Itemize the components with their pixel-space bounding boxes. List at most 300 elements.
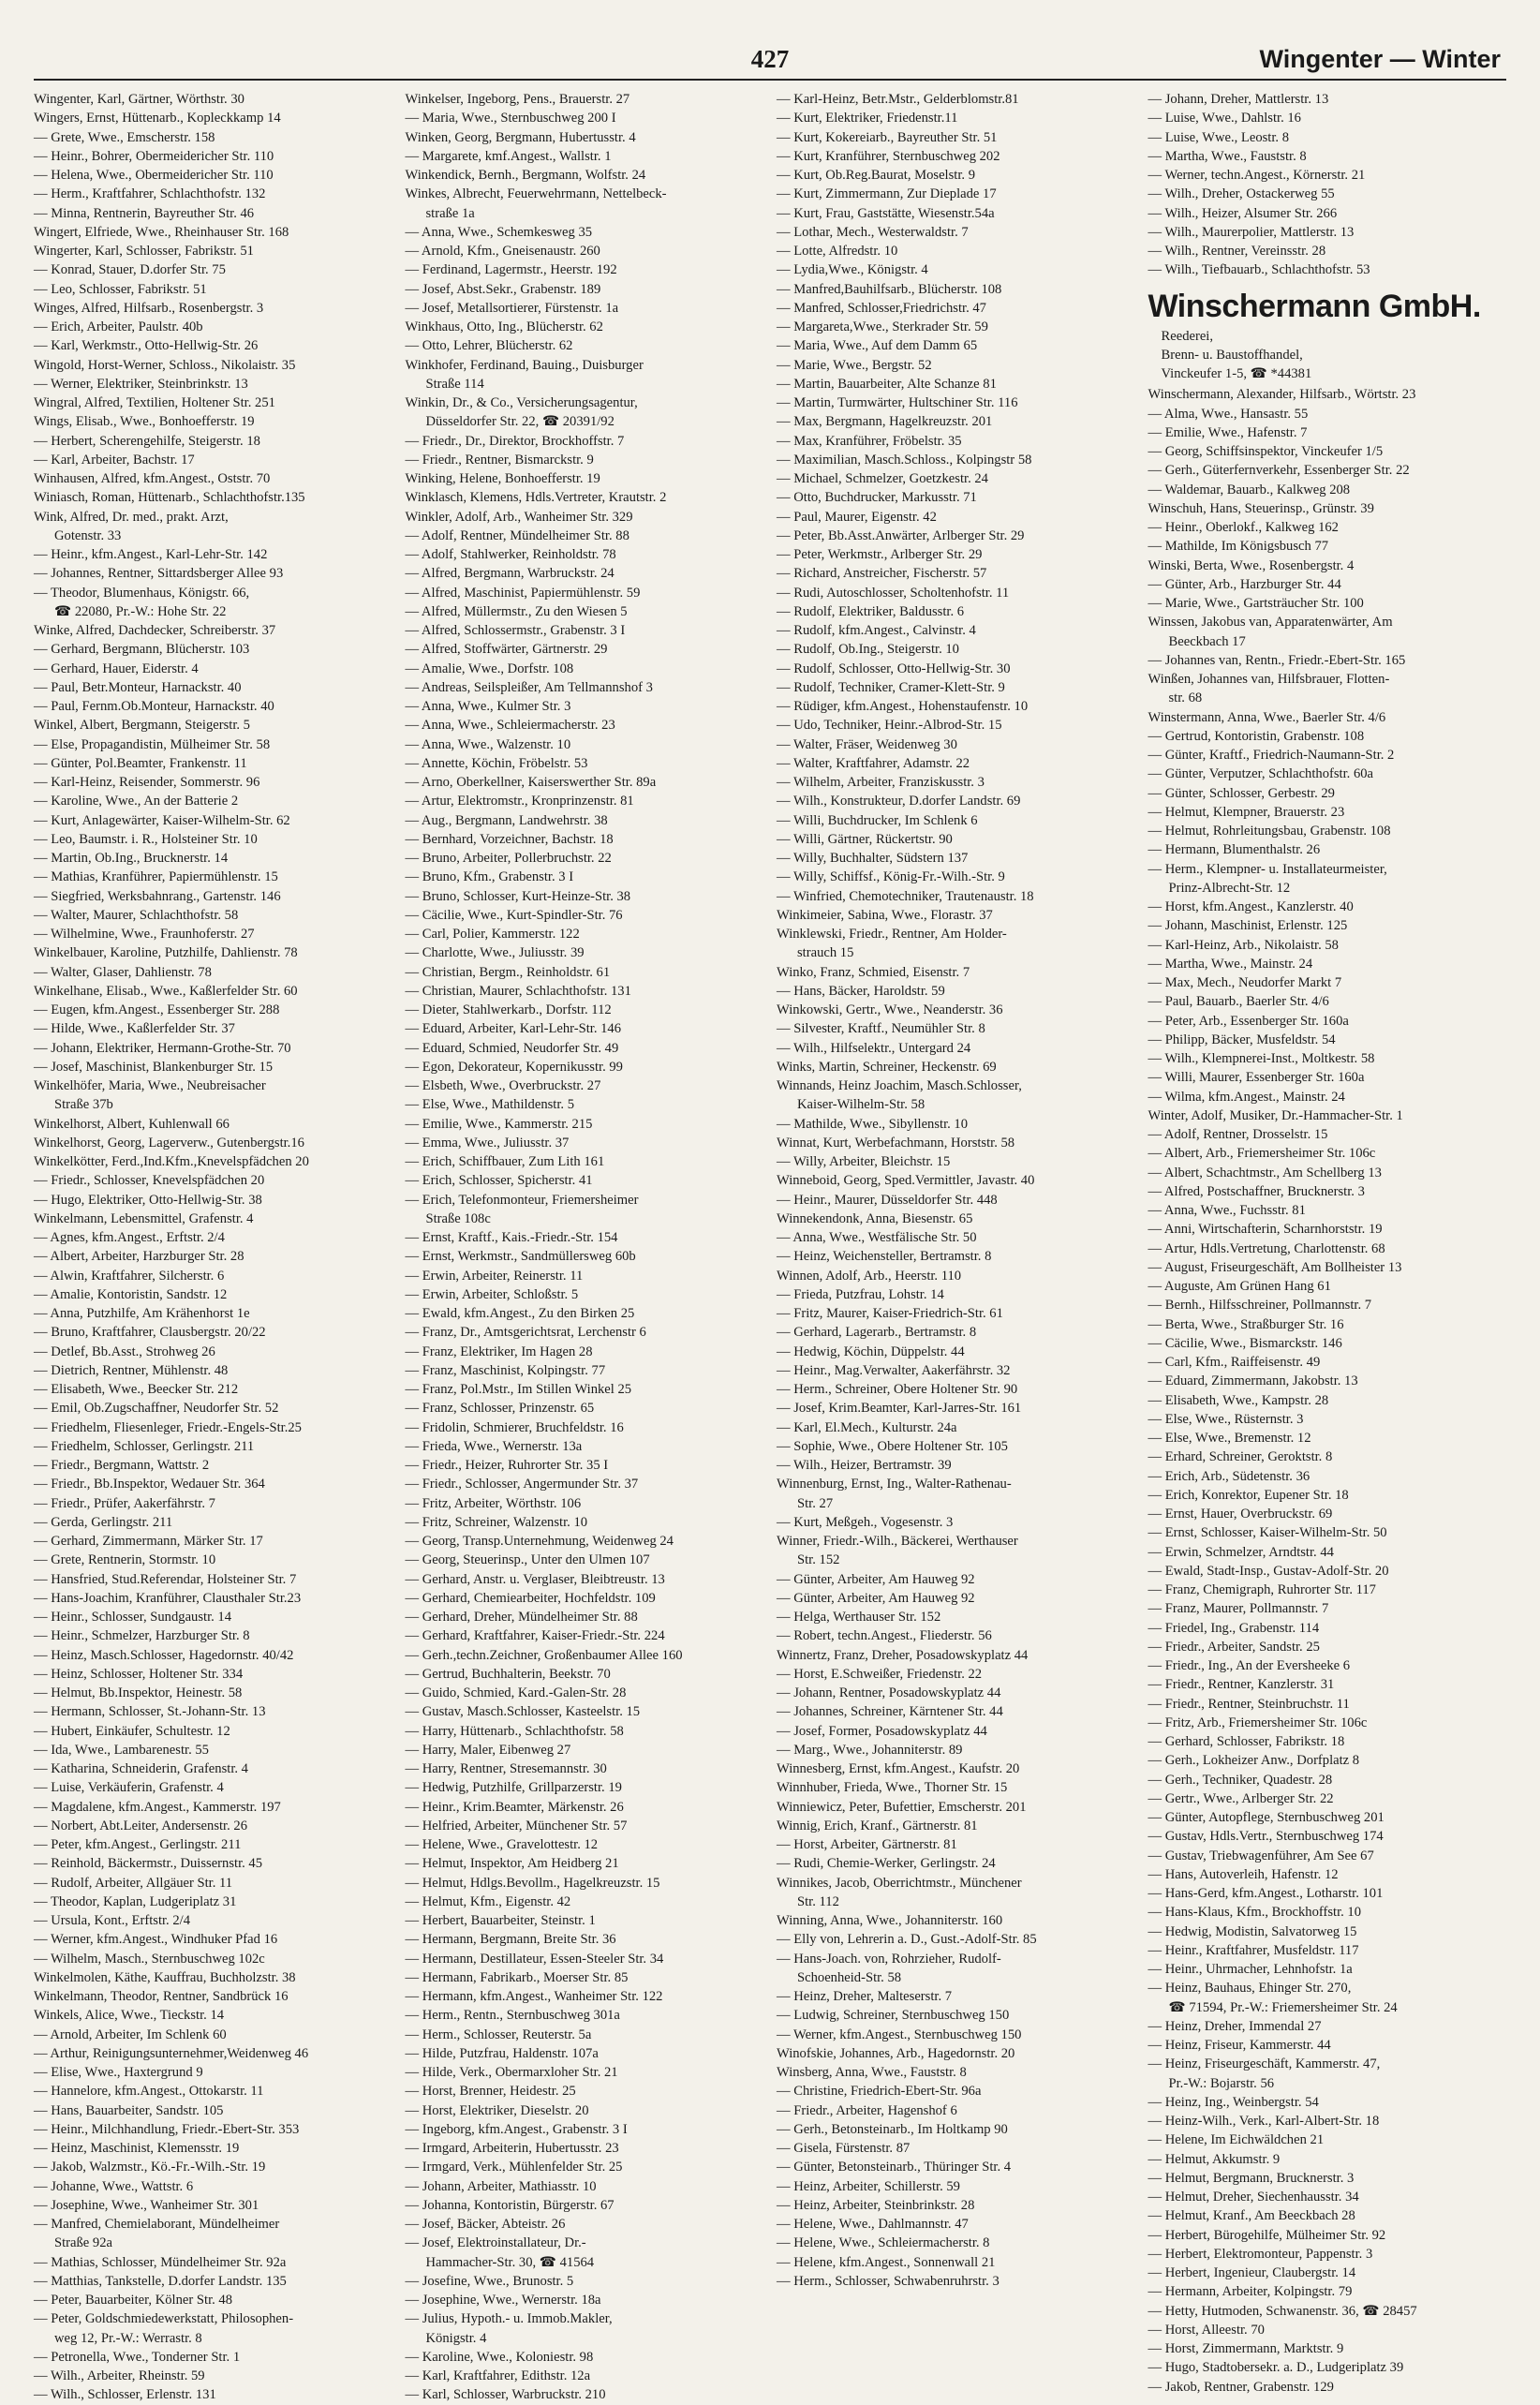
directory-entry: — Gerh., Techniker, Quadestr. 28	[1148, 1772, 1333, 1788]
directory-entry: — Manfred, Schlosser,Friedrichstr. 47	[777, 300, 986, 316]
directory-entry: — Aug., Bergmann, Landwehrstr. 38	[405, 812, 608, 828]
directory-entry: — Wilh., Konstrukteur, D.dorfer Landstr. 69	[777, 794, 1021, 809]
directory-entry: — Werner, Elektriker, Steinbrinkstr. 13	[34, 376, 248, 392]
directory-entry: — Gertr., Wwe., Arlberger Str. 22	[1148, 1790, 1334, 1806]
directory-entry: — Gerh., Güterfernverkehr, Essenberger Str. 22	[1148, 463, 1410, 479]
directory-entry: — Irmgard, Verk., Mühlenfelder Str. 25	[405, 2160, 623, 2175]
directory-entry: — Elsbeth, Wwe., Overbruckstr. 27	[405, 1078, 601, 1093]
directory-entry: — Johann, Arbeiter, Mathiasstr. 10	[405, 2178, 597, 2194]
directory-entry: — Gerh., Lokheizer Anw., Dorfplatz 8	[1148, 1753, 1360, 1769]
directory-entry: — Wilh., Arbeiter, Rheinstr. 59	[34, 2368, 205, 2383]
directory-entry: — Alfred, Postschaffner, Brucknerstr. 3	[1148, 1183, 1365, 1199]
directory-entry: — Leo, Baumstr. i. R., Holsteiner Str. 10	[34, 831, 258, 847]
directory-entry: — Charlotte, Wwe., Juliusstr. 39	[405, 945, 585, 961]
page-number: 427	[750, 45, 790, 73]
page-header	[34, 41, 1506, 81]
directory-entry: — Friedr., Bb.Inspektor, Wedauer Str. 364	[34, 1477, 265, 1492]
directory-entry: — Josef, Former, Posadowskyplatz 44	[777, 1723, 987, 1739]
directory-entry: — Minna, Rentnerin, Bayreuther Str. 46	[34, 205, 255, 221]
directory-entry: — Wilhelm, Masch., Sternbuschweg 102c	[34, 1951, 265, 1967]
directory-entry: — Anni, Wirtschafterin, Scharnhorststr. 19	[1148, 1222, 1383, 1238]
directory-entry: — Helene, Im Eichwäldchen 21	[1148, 2132, 1325, 2148]
directory-entry: — Alwin, Kraftfahrer, Silcherstr. 6	[34, 1268, 225, 1284]
directory-entry: — Horst, Arbeiter, Gärtnerstr. 81	[777, 1837, 957, 1852]
directory-entry: Winklasch, Klemens, Hdls.Vertreter, Krautstr. 2	[405, 490, 667, 506]
directory-entry: — Hilde, Putzfrau, Haldenstr. 107a	[405, 2045, 599, 2061]
directory-entry: Winklewski, Friedr., Rentner, Am Holder-	[777, 927, 1007, 942]
directory-entry: — Harry, Hüttenarb., Schlachthofstr. 58	[405, 1723, 624, 1739]
directory-entry: — Petronella, Wwe., Tonderner Str. 1	[34, 2349, 241, 2365]
directory-entry: — Philipp, Bäcker, Musfeldstr. 54	[1148, 1032, 1336, 1047]
directory-entry: — Josef, Metallsortierer, Fürstenstr. 1a	[405, 300, 619, 316]
directory-entry: — Erwin, Schmelzer, Arndtstr. 44	[1148, 1544, 1334, 1560]
directory-entry: — Friedr., Rentner, Bismarckstr. 9	[405, 452, 594, 468]
directory-entry: Winkelhane, Elisab., Wwe., Kaßlerfelder Str. 60	[34, 983, 298, 999]
directory-entry: — Paul, Fernm.Ob.Monteur, Harnackstr. 40	[34, 699, 274, 714]
directory-entry: — Magdalene, kfm.Angest., Kammerstr. 197	[34, 1799, 281, 1815]
directory-entry: — Gerhard, Hauer, Eiderstr. 4	[34, 661, 199, 676]
directory-entry: — Arthur, Reinigungsunternehmer,Weidenweg 46	[34, 2045, 309, 2061]
advertisement-line: Vinckeufer 1-5, ☎ *44381	[1161, 366, 1312, 381]
directory-entry: — Lothar, Mech., Westerwaldstr. 7	[777, 224, 969, 240]
directory-entry: — Kurt, Kokereiarb., Bayreuther Str. 51	[777, 129, 998, 145]
directory-entry: Str. 112	[797, 1893, 839, 1909]
directory-entry: — Friedr., Heizer, Ruhrorter Str. 35 I	[405, 1458, 609, 1473]
directory-entry: — Emil, Ob.Zugschaffner, Neudorfer Str. 52	[34, 1401, 279, 1417]
directory-entry: Winsberg, Anna, Wwe., Fauststr. 8	[777, 2065, 967, 2080]
directory-entry: Gotenstr. 33	[54, 527, 122, 543]
directory-entry: — Mathias, Kranführer, Papiermühlenstr. 15	[34, 869, 278, 885]
directory-entry: — Alfred, Bergmann, Warbruckstr. 24	[405, 566, 615, 582]
directory-entry: — Helmut, Dreher, Siechenhausstr. 34	[1148, 2190, 1359, 2205]
directory-entry: — Elise, Wwe., Haxtergrund 9	[34, 2065, 203, 2080]
directory-entry: — Maria, Wwe., Auf dem Damm 65	[777, 338, 978, 354]
directory-entry: — Heinz, Masch.Schlosser, Hagedornstr. 40/42	[34, 1647, 294, 1663]
directory-entry: — Helene, Wwe., Schleiermacherstr. 8	[777, 2235, 990, 2251]
directory-entry: — Ernst, Schlosser, Kaiser-Wilhelm-Str. 50	[1148, 1525, 1387, 1541]
directory-entry: Winnenburg, Ernst, Ing., Walter-Rathenau-	[777, 1477, 1012, 1492]
directory-entry: — Emilie, Wwe., Hafenstr. 7	[1148, 424, 1308, 440]
directory-entry: — Grete, Wwe., Emscherstr. 158	[34, 129, 215, 145]
directory-entry: — Anna, Wwe., Kulmer Str. 3	[405, 699, 571, 714]
directory-entry: — Hans-Klaus, Kfm., Brockhoffstr. 10	[1148, 1905, 1362, 1921]
directory-entry: — Josef, Abst.Sekr., Grabenstr. 189	[405, 281, 601, 297]
directory-entry: — Silvester, Kraftf., Neumühler Str. 8	[777, 1021, 985, 1037]
directory-entry: — Johannes, Schreiner, Kärntener Str. 44	[777, 1704, 1003, 1720]
directory-entry: Winkowski, Gertr., Wwe., Neanderstr. 36	[777, 1002, 1003, 1017]
directory-entry: — Franz, Schlosser, Prinzenstr. 65	[405, 1401, 595, 1417]
directory-entry: — Carl, Polier, Kammerstr. 122	[405, 927, 580, 942]
directory-entry: — Josephine, Wwe., Wernerstr. 18a	[405, 2293, 601, 2308]
directory-entry: — Gerhard, Kraftfahrer, Kaiser-Friedr.-Str. 224	[405, 1628, 665, 1644]
directory-entry: — Dieter, Stahlwerkarb., Dorfstr. 112	[405, 1002, 612, 1017]
directory-entry: — Heinz, Friseurgeschäft, Kammerstr. 47,	[1148, 2056, 1381, 2072]
directory-entry: — Margareta,Wwe., Sterkrader Str. 59	[777, 319, 988, 334]
directory-entry: — Harry, Rentner, Stresemannstr. 30	[405, 1761, 607, 1776]
directory-entry: — Marg., Wwe., Johanniterstr. 89	[777, 1742, 963, 1758]
directory-entry: — Kurt, Frau, Gaststätte, Wiesenstr.54a	[777, 205, 995, 221]
directory-entry: — Günter, Betonsteinarb., Thüringer Str. 4	[777, 2160, 1012, 2175]
directory-entry: — Else, Wwe., Rüsternstr. 3	[1148, 1411, 1304, 1427]
directory-entry: — Anna, Wwe., Westfälische Str. 50	[777, 1230, 977, 1245]
directory-entry: — Gerhard, Lagerarb., Bertramstr. 8	[777, 1325, 977, 1341]
directory-entry: — Martin, Turmwärter, Hultschiner Str. 116	[777, 395, 1018, 410]
directory-entry: Winkelser, Ingeborg, Pens., Brauerstr. 27	[405, 92, 630, 107]
directory-entry: — Friedr., Rentner, Kanzlerstr. 31	[1148, 1677, 1335, 1693]
directory-entry: Winstermann, Anna, Wwe., Baerler Str. 4/6	[1148, 709, 1386, 725]
directory-entry: Pr.-W.: Bojarstr. 56	[1168, 2075, 1275, 2091]
directory-entry: — Horst, Alleestr. 70	[1148, 2322, 1265, 2338]
running-head: Wingenter — Winter	[1259, 45, 1501, 73]
directory-entry: Winnat, Kurt, Werbefachmann, Horststr. 58	[777, 1135, 1015, 1151]
directory-entry: — Georg, Schiffsinspektor, Vinckeufer 1/5	[1148, 444, 1384, 459]
directory-entry: — Bruno, Kfm., Grabenstr. 3 I	[405, 869, 574, 885]
directory-entry: — Herbert, Bürogehilfe, Mülheimer Str. 92	[1148, 2227, 1386, 2243]
directory-entry: — Heinz, Friseur, Kammerstr. 44	[1148, 2038, 1331, 2053]
directory-entry: — Artur, Elektromstr., Kronprinzenstr. 81	[405, 794, 634, 809]
directory-entry: straße 1a	[425, 205, 475, 221]
directory-entry: — Hermann, Arbeiter, Kolpingstr. 79	[1148, 2284, 1353, 2300]
directory-entry: — Josephine, Wwe., Wanheimer Str. 301	[34, 2197, 259, 2213]
directory-entry: — Ernst, Hauer, Overbruckstr. 69	[1148, 1507, 1333, 1522]
directory-entry: — Herm., Rentn., Sternbuschweg 301a	[405, 2008, 620, 2024]
directory-entry: — Gerhard, Schlosser, Fabrikstr. 18	[1148, 1734, 1345, 1749]
directory-entry: — Mathilde, Im Königsbusch 77	[1148, 539, 1329, 555]
directory-entry: Winkelhorst, Albert, Kuhlenwall 66	[34, 1116, 230, 1132]
directory-entry: — Hermann, Blumenthalstr. 26	[1148, 842, 1321, 858]
directory-entry: Beeckbach 17	[1168, 633, 1246, 649]
directory-entry: Winkelkötter, Ferd.,Ind.Kfm.,Knevelspfädchen 20	[34, 1154, 309, 1169]
directory-entry: — Martha, Wwe., Fauststr. 8	[1148, 148, 1307, 164]
directory-entry: — Walter, Kraftfahrer, Adamstr. 22	[777, 755, 970, 771]
directory-entry: — Fridolin, Schmierer, Bruchfeldstr. 16	[405, 1419, 624, 1435]
directory-entry: — Else, Propagandistin, Mülheimer Str. 58	[34, 736, 271, 752]
directory-entry: — Egon, Dekorateur, Kopernikusstr. 99	[405, 1059, 623, 1075]
directory-entry: — Wilh., Heizer, Bertramstr. 39	[777, 1458, 952, 1473]
directory-entry: — Werner, kfm.Angest., Sternbuschweg 150	[777, 2026, 1022, 2042]
directory-entry: — Peter, Arb., Essenberger Str. 160a	[1148, 1013, 1349, 1029]
directory-entry: — Helfried, Arbeiter, Münchener Str. 57	[405, 1818, 628, 1833]
directory-entry: Winkelmolen, Käthe, Kauffrau, Buchholzstr. 38	[34, 1969, 296, 1985]
directory-entry: Winski, Berta, Wwe., Rosenbergstr. 4	[1148, 557, 1355, 573]
directory-entry: — Udo, Techniker, Heinr.-Albrod-Str. 15	[777, 718, 1002, 734]
directory-entry: Kaiser-Wilhelm-Str. 58	[797, 1097, 925, 1113]
directory-entry: — Manfred, Chemielaborant, Mündelheimer	[34, 2217, 280, 2232]
directory-entry: — Karl, Kraftfahrer, Edithstr. 12a	[405, 2368, 591, 2383]
directory-entry: — Anna, Wwe., Schemkesweg 35	[405, 224, 593, 240]
directory-entry: — Eduard, Schmied, Neudorfer Str. 49	[405, 1040, 619, 1056]
directory-entry: — Christine, Friedrich-Ebert-Str. 96a	[777, 2084, 982, 2100]
directory-entry: — Heinr., Bohrer, Obermeidericher Str. 110	[34, 148, 274, 164]
directory-entry: Winnikes, Jacob, Oberrichtmstr., Münchener	[777, 1875, 1022, 1891]
directory-entry: — Wilh., Maurerpolier, Mattlerstr. 13	[1148, 224, 1355, 240]
directory-entry: — Josefine, Wwe., Brunostr. 5	[405, 2273, 574, 2289]
directory-entry: — Else, Wwe., Bremenstr. 12	[1148, 1431, 1311, 1446]
directory-entry: — Friedel, Ing., Grabenstr. 114	[1148, 1620, 1320, 1636]
directory-entry: — Karl, Werkmstr., Otto-Hellwig-Str. 26	[34, 338, 259, 354]
directory-entry: — Horst, kfm.Angest., Kanzlerstr. 40	[1148, 899, 1354, 914]
directory-entry: — Lotte, Alfredstr. 10	[777, 244, 898, 259]
directory-entry: — Detlef, Bb.Asst., Strohweg 26	[34, 1344, 215, 1359]
directory-entry: Winhausen, Alfred, kfm.Angest., Oststr. 70	[34, 471, 271, 486]
directory-entry: — Friedr., Bergmann, Wattstr. 2	[34, 1458, 210, 1473]
directory-entry: Winkhofer, Ferdinand, Bauing., Duisburger	[405, 357, 644, 373]
directory-entry: — Friedr., Rentner, Steinbruchstr. 11	[1148, 1696, 1350, 1712]
directory-entry: — Eduard, Arbeiter, Karl-Lehr-Str. 146	[405, 1021, 622, 1037]
directory-entry: — Ursula, Kont., Erftstr. 2/4	[34, 1913, 191, 1928]
directory-entry: — Rudolf, Ob.Ing., Steigerstr. 10	[777, 642, 959, 658]
directory-entry: — Willy, Schiffsf., König-Fr.-Wilh.-Str. 9	[777, 869, 1005, 885]
directory-entry: — Gertrud, Kontoristin, Grabenstr. 108	[1148, 728, 1365, 744]
directory-entry: — Cäcilie, Wwe., Kurt-Spindler-Str. 76	[405, 907, 623, 923]
directory-entry: — Emilie, Wwe., Kammerstr. 215	[405, 1116, 593, 1132]
directory-entry: — Mathilde, Wwe., Sibyllenstr. 10	[777, 1116, 969, 1132]
directory-entry: — Helmut, Akkumstr. 9	[1148, 2151, 1281, 2167]
directory-entry: — Norbert, Abt.Leiter, Andersenstr. 26	[34, 1818, 248, 1833]
directory-entry: Prinz-Albrecht-Str. 12	[1168, 880, 1291, 896]
directory-entry: — Annette, Köchin, Fröbelstr. 53	[405, 755, 588, 771]
directory-entry: — Hermann, kfm.Angest., Wanheimer Str. 122	[405, 1989, 663, 2004]
directory-entry: ☎ 71594, Pr.-W.: Friemersheimer Str. 24	[1168, 1999, 1398, 2015]
directory-entry: — Günter, Arbeiter, Am Hauweg 92	[777, 1571, 975, 1587]
directory-entry: — Helmut, Hdlgs.Bevollm., Hagelkreuzstr. 15	[405, 1875, 660, 1891]
directory-entry: — Peter, kfm.Angest., Gerlingstr. 211	[34, 1837, 242, 1852]
directory-entry: — Gerhard, Zimmermann, Märker Str. 17	[34, 1534, 263, 1549]
directory-entry: — Erwin, Arbeiter, Reinerstr. 11	[405, 1268, 584, 1284]
directory-entry: — Karl, Schlosser, Warbruckstr. 210	[405, 2387, 606, 2403]
directory-entry: Winkhaus, Otto, Ing., Blücherstr. 62	[405, 319, 603, 334]
directory-entry: — Andreas, Seilspleißer, Am Tellmannshof 3	[405, 679, 653, 695]
directory-entry: Winner, Friedr.-Wilh., Bäckerei, Werthauser	[777, 1534, 1018, 1549]
directory-entry: — Mathias, Schlosser, Mündelheimer Str. 92a	[34, 2254, 287, 2270]
directory-entry: — Ernst, Werkmstr., Sandmüllersweg 60b	[405, 1249, 636, 1265]
directory-entry: — Lydia,Wwe., Königstr. 4	[777, 262, 928, 278]
directory-entry: — Friedhelm, Fliesenleger, Friedr.-Engels-Str.25	[34, 1419, 302, 1435]
directory-entry: — Heinz, Dreher, Malteserstr. 7	[777, 1989, 953, 2004]
directory-entry: Wingers, Ernst, Hüttenarb., Kopleckkamp 14	[34, 111, 281, 126]
directory-entry: Schoenheid-Str. 58	[797, 1969, 902, 1985]
directory-entry: — Marie, Wwe., Gartsträucher Str. 100	[1148, 596, 1364, 611]
directory-entry: Winning, Anna, Wwe., Johanniterstr. 160	[777, 1913, 1003, 1928]
directory-entry: — Heinz, Arbeiter, Steinbrinkstr. 28	[777, 2197, 975, 2213]
column-3	[777, 90, 1135, 2405]
directory-entry: — Horst, Zimmermann, Marktstr. 9	[1148, 2341, 1344, 2356]
directory-entry: — Kurt, Kranführer, Sternbuschweg 202	[777, 148, 1000, 164]
directory-entry: — Wilh., Dreher, Ostackerweg 55	[1148, 186, 1335, 202]
directory-entry: — Wilhelmine, Wwe., Fraunhoferstr. 27	[34, 927, 255, 942]
directory-entry: — Elisabeth, Wwe., Beecker Str. 212	[34, 1382, 239, 1397]
directory-entry: — Bruno, Kraftfahrer, Clausbergstr. 20/22	[34, 1325, 266, 1341]
directory-entry: — Peter, Bb.Asst.Anwärter, Arlberger Str. 29	[777, 527, 1025, 543]
directory-entry: — Walter, Glaser, Dahlienstr. 78	[34, 964, 212, 980]
directory-entry: — Theodor, Kaplan, Ludgeriplatz 31	[34, 1893, 237, 1909]
directory-entry: — Albert, Arbeiter, Harzburger Str. 28	[34, 1249, 244, 1265]
directory-entry: Winiasch, Roman, Hüttenarb., Schlachthofstr.135	[34, 490, 305, 506]
directory-entry: — Peter, Bauarbeiter, Kölner Str. 48	[34, 2293, 233, 2308]
directory-entry: — Rudolf, Arbeiter, Allgäuer Str. 11	[34, 1875, 233, 1891]
directory-entry: — Agnes, kfm.Angest., Erftstr. 2/4	[34, 1230, 225, 1245]
directory-entry: — Eugen, kfm.Angest., Essenberger Str. 288	[34, 1002, 280, 1017]
directory-entry: — Alfred, Schlossermstr., Grabenstr. 3 I	[405, 623, 626, 638]
directory-entry: — Kurt, Anlagewärter, Kaiser-Wilhelm-Str. 62	[34, 812, 290, 828]
directory-entry: — Luise, Wwe., Dahlstr. 16	[1148, 111, 1301, 126]
directory-entry: Winkendick, Bernh., Bergmann, Wolfstr. 24	[405, 168, 646, 183]
directory-entry: — Erich, Arbeiter, Paulstr. 40b	[34, 319, 203, 334]
directory-entry: Winkelmann, Theodor, Rentner, Sandbrück 16	[34, 1989, 289, 2004]
directory-entry: — Herm., Schlosser, Schwabenruhrstr. 3	[777, 2273, 1000, 2289]
directory-entry: — Otto, Buchdrucker, Markusstr. 71	[777, 490, 977, 506]
directory-entry: — Hedwig, Modistin, Salvatorweg 15	[1148, 1923, 1357, 1939]
directory-entry: — Heinr., Schmelzer, Harzburger Str. 8	[34, 1628, 250, 1644]
directory-entry: — Gustav, Hdls.Vertr., Sternbuschweg 174	[1148, 1829, 1384, 1845]
directory-entry: Wink, Alfred, Dr. med., prakt. Arzt,	[34, 509, 229, 525]
directory-entry: — Willi, Maurer, Essenberger Str. 160a	[1148, 1070, 1365, 1086]
directory-entry: — Heinz, Dreher, Immendal 27	[1148, 2018, 1322, 2034]
directory-entry: — Herbert, Bauarbeiter, Steinstr. 1	[405, 1913, 596, 1928]
directory-entry: — Josef, Elektroinstallateur, Dr.-	[405, 2235, 586, 2251]
directory-entry: — Heinz, Arbeiter, Schillerstr. 59	[777, 2178, 960, 2194]
directory-entry: — Helmut, Kfm., Eigenstr. 42	[405, 1893, 571, 1909]
directory-entry: — Herm., Kraftfahrer, Schlachthofstr. 132	[34, 186, 266, 202]
directory-entry: — Hedwig, Köchin, Düppelstr. 44	[777, 1344, 965, 1359]
directory-entry: — Gerhard, Anstr. u. Verglaser, Bleibtreustr. 13	[405, 1571, 665, 1587]
directory-entry: — Rudolf, Elektriker, Baldusstr. 6	[777, 603, 965, 619]
directory-columns	[34, 90, 1506, 2403]
directory-entry: — Ludwig, Schreiner, Sternbuschweg 150	[777, 2008, 1010, 2024]
directory-entry: — Johanne, Wwe., Wattstr. 6	[34, 2178, 194, 2194]
directory-entry: — Gerda, Gerlingstr. 211	[34, 1514, 173, 1530]
directory-entry: — Günter, Arbeiter, Am Hauweg 92	[777, 1590, 975, 1606]
directory-entry: Winnesberg, Ernst, kfm.Angest., Kaufstr. 20	[777, 1761, 1020, 1776]
directory-entry: — Heinr., Milchhandlung, Friedr.-Ebert-Str. 353	[34, 2121, 300, 2137]
directory-entry: — Friedr., Arbeiter, Hagenshof 6	[777, 2102, 957, 2118]
directory-entry: — Martha, Wwe., Mainstr. 24	[1148, 956, 1313, 972]
directory-entry: — Frieda, Wwe., Wernerstr. 13a	[405, 1438, 583, 1454]
directory-entry: Winkelhöfer, Maria, Wwe., Neubreisacher	[34, 1078, 266, 1093]
directory-entry: — Heinz, Bauhaus, Ehinger Str. 270,	[1148, 1981, 1352, 1997]
directory-entry: — Luise, Wwe., Leostr. 8	[1148, 129, 1290, 145]
directory-entry: — Gisela, Fürstenstr. 87	[777, 2141, 911, 2156]
directory-entry: — Horst, Brenner, Heidestr. 25	[405, 2084, 576, 2100]
directory-entry: — Gustav, Masch.Schlosser, Kasteelstr. 15	[405, 1704, 641, 1720]
directory-entry: — Friedr., Ing., An der Eversheeke 6	[1148, 1658, 1351, 1673]
directory-entry: — Heinz, Schlosser, Holtener Str. 334	[34, 1666, 244, 1682]
directory-entry: Str. 152	[797, 1552, 840, 1568]
advertisement-title: Winschermann GmbH.	[1148, 288, 1481, 324]
directory-entry: — Ingeborg, kfm.Angest., Grabenstr. 3 I	[405, 2121, 628, 2137]
directory-entry: — Erich, Schlosser, Spicherstr. 41	[405, 1173, 593, 1189]
directory-entry: — Franz, Pol.Mstr., Im Stillen Winkel 25	[405, 1382, 632, 1397]
directory-entry: — Martin, Bauarbeiter, Alte Schanze 81	[777, 376, 997, 392]
directory-entry: — Heinr., Maurer, Düsseldorfer Str. 448	[777, 1192, 998, 1208]
directory-entry: — Alfred, Müllermstr., Zu den Wiesen 5	[405, 603, 628, 619]
directory-entry: — Julius, Hypoth.- u. Immob.Makler,	[405, 2311, 613, 2327]
directory-entry: — Guido, Schmied, Kard.-Galen-Str. 28	[405, 1685, 627, 1700]
directory-entry: — Hansfried, Stud.Referendar, Holsteiner Str. 7	[34, 1571, 297, 1587]
directory-entry: — Hugo, Elektriker, Otto-Hellwig-Str. 38	[34, 1192, 262, 1208]
directory-entry: — Dietrich, Rentner, Mühlenstr. 48	[34, 1362, 229, 1378]
directory-entry: — Ewald, Stadt-Insp., Gustav-Adolf-Str. 20	[1148, 1563, 1389, 1579]
directory-entry: — Willy, Arbeiter, Bleichstr. 15	[777, 1154, 951, 1169]
directory-entry: — Herbert, Scherengehilfe, Steigerstr. 18	[34, 433, 260, 449]
directory-entry: — Hans, Bäcker, Haroldstr. 59	[777, 983, 945, 999]
directory-entry: — Margarete, kmf.Angest., Wallstr. 1	[405, 148, 612, 164]
directory-entry: — Helga, Werthauser Str. 152	[777, 1610, 941, 1625]
directory-entry: — Berta, Wwe., Straßburger Str. 16	[1148, 1316, 1344, 1332]
directory-entry: Winnig, Erich, Kranf., Gärtnerstr. 81	[777, 1818, 978, 1833]
directory-entry: weg 12, Pr.-W.: Werrastr. 8	[54, 2330, 202, 2346]
directory-entry: — Erhard, Schreiner, Geroktstr. 8	[1148, 1449, 1333, 1465]
directory-entry: — Bruno, Arbeiter, Pollerbruchstr. 22	[405, 851, 612, 866]
directory-entry: — Cäcilie, Wwe., Bismarckstr. 146	[1148, 1335, 1342, 1351]
directory-entry: — Franz, Dr., Amtsgerichtsrat, Lerchenstr 6	[405, 1325, 646, 1341]
directory-entry: — Johann, Rentner, Posadowskyplatz 44	[777, 1685, 1001, 1700]
directory-entry: Wingold, Horst-Werner, Schloss., Nikolaistr. 35	[34, 357, 296, 373]
directory-entry: — Helmut, Bergmann, Brucknerstr. 3	[1148, 2170, 1355, 2186]
directory-entry: — Rudi, Chemie-Werker, Gerlingstr. 24	[777, 1856, 996, 1872]
directory-entry: — Gerhard, Bergmann, Blücherstr. 103	[34, 642, 250, 658]
directory-entry: — Maximilian, Masch.Schloss., Kolpingstr 58	[777, 452, 1032, 468]
directory-entry: — Hilde, Verk., Obermarxloher Str. 21	[405, 2065, 618, 2080]
directory-entry: — Martin, Ob.Ing., Brucknerstr. 14	[34, 851, 229, 866]
directory-entry: — Carl, Kfm., Raiffeisenstr. 49	[1148, 1355, 1321, 1370]
directory-entry: — Hermann, Fabrikarb., Moerser Str. 85	[405, 1969, 629, 1985]
directory-entry: — Hetty, Hutmoden, Schwanenstr. 36, ☎ 28457	[1148, 2303, 1417, 2319]
directory-entry: — Hedwig, Putzhilfe, Grillparzerstr. 19	[405, 1780, 622, 1796]
directory-entry: Winssen, Jakobus van, Apparatenwärter, Am	[1148, 615, 1393, 631]
directory-entry: — Otto, Lehrer, Blücherstr. 62	[405, 338, 573, 354]
directory-entry: — Hans, Bauarbeiter, Sandstr. 105	[34, 2102, 224, 2118]
directory-entry: — Heinr., kfm.Angest., Karl-Lehr-Str. 142	[34, 547, 268, 562]
directory-entry: — Rudolf, kfm.Angest., Calvinstr. 4	[777, 623, 976, 638]
directory-entry: — Eduard, Zimmermann, Jakobstr. 13	[1148, 1373, 1358, 1389]
directory-entry: — Marie, Wwe., Bergstr. 52	[777, 357, 932, 373]
directory-entry: — Johannes, Rentner, Sittardsberger Allee 93	[34, 566, 284, 582]
column-1	[34, 90, 392, 2405]
directory-entry: strauch 15	[797, 945, 854, 961]
directory-entry: — Max, Kranführer, Fröbelstr. 35	[777, 433, 962, 449]
directory-entry: — Theodor, Blumenhaus, Königstr. 66,	[34, 585, 250, 601]
directory-entry: Winnertz, Franz, Dreher, Posadowskyplatz 44	[777, 1647, 1029, 1663]
directory-entry: Königstr. 4	[425, 2330, 487, 2346]
directory-entry: Winniewicz, Peter, Bufettier, Emscherstr. 201	[777, 1799, 1027, 1815]
directory-entry: — Alma, Wwe., Hansastr. 55	[1148, 406, 1309, 422]
directory-entry: — Jakob, Walzmstr., Kö.-Fr.-Wilh.-Str. 19	[34, 2160, 266, 2175]
directory-entry: — Karl-Heinz, Arb., Nikolaistr. 58	[1148, 937, 1339, 953]
directory-entry: — Bruno, Schlosser, Kurt-Heinze-Str. 38	[405, 888, 631, 904]
directory-entry: — Rudolf, Schlosser, Otto-Hellwig-Str. 30	[777, 661, 1011, 676]
directory-entry: — Willy, Buchhalter, Südstern 137	[777, 851, 969, 866]
directory-entry: — Helena, Wwe., Obermeidericher Str. 110	[34, 168, 274, 183]
directory-entry: — Helene, Wwe., Gravelottestr. 12	[405, 1837, 599, 1852]
directory-entry: — Harry, Maler, Eibenweg 27	[405, 1742, 571, 1758]
directory-entry: — Günter, Autopflege, Sternbuschweg 201	[1148, 1810, 1385, 1825]
directory-entry: — Hannelore, kfm.Angest., Ottokarstr. 11	[34, 2084, 264, 2100]
directory-entry: — Willi, Buchdrucker, Im Schlenk 6	[777, 812, 978, 828]
directory-entry: Wingerter, Karl, Schlosser, Fabrikstr. 51	[34, 244, 254, 259]
directory-entry: Straße 114	[425, 376, 484, 392]
column-2	[406, 90, 764, 2405]
directory-entry: — Anna, Putzhilfe, Am Krähenhorst 1e	[34, 1306, 250, 1321]
directory-entry: — Helmut, Klempner, Brauerstr. 23	[1148, 804, 1345, 820]
directory-entry: — Günter, Kraftf., Friedrich-Naumann-Str. 2	[1148, 748, 1395, 763]
directory-entry: — Georg, Transp.Unternehmung, Weidenweg 24	[405, 1534, 674, 1549]
directory-entry: Wingert, Elfriede, Wwe., Rheinhauser Str. 168	[34, 224, 289, 240]
directory-entry: Winke, Alfred, Dachdecker, Schreiberstr. 37	[34, 623, 276, 638]
directory-entry: — Waldemar, Bauarb., Kalkweg 208	[1148, 482, 1351, 497]
directory-entry: — Wilh., Hilfselektr., Untergard 24	[777, 1040, 971, 1056]
directory-entry: Winnands, Heinz Joachim, Masch.Schlosser,	[777, 1078, 1022, 1093]
